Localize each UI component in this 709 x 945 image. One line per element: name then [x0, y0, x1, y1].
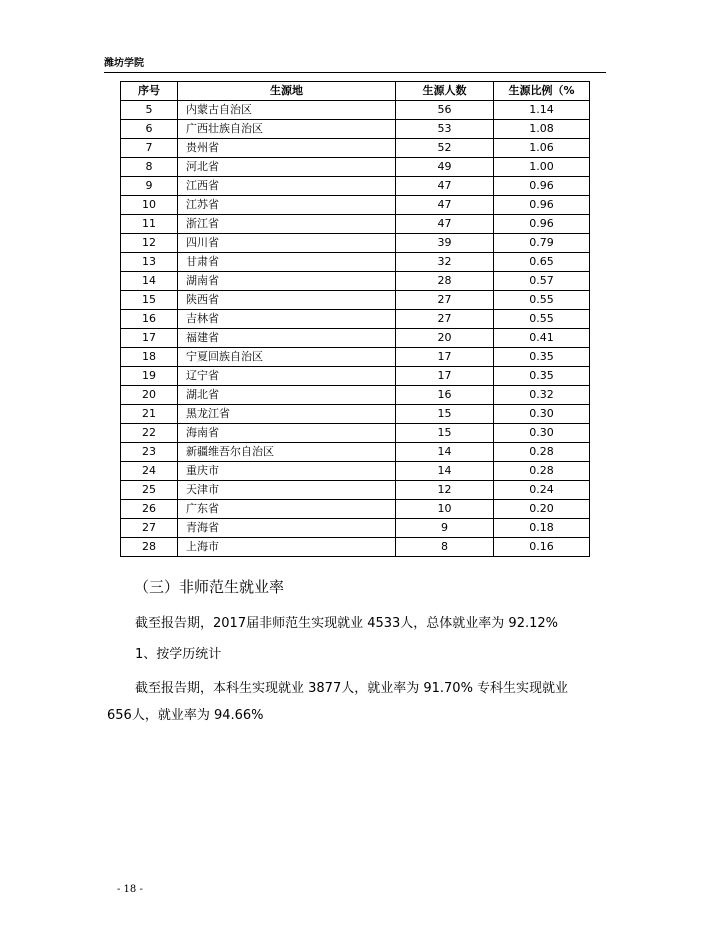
cell-index: 13: [121, 253, 178, 272]
cell-ratio: 0.96: [494, 215, 590, 234]
column-header-count: 生源人数: [396, 82, 494, 101]
cell-ratio: 1.00: [494, 158, 590, 177]
cell-region: 内蒙古自治区: [178, 101, 396, 120]
table-row: [121, 481, 590, 500]
cell-count: 16: [396, 386, 494, 405]
cell-ratio: 0.55: [494, 291, 590, 310]
section-title: （三）非师范生就业率: [134, 578, 285, 596]
cell-region: 浙江省: [178, 215, 396, 234]
cell-ratio: 0.35: [494, 367, 590, 386]
cell-region: 甘肃省: [178, 253, 396, 272]
cell-ratio: 0.18: [494, 519, 590, 538]
cell-ratio: 0.30: [494, 405, 590, 424]
page-header: [104, 54, 606, 73]
cell-region: 江苏省: [178, 196, 396, 215]
cell-region: 江西省: [178, 177, 396, 196]
cell-index: 6: [121, 120, 178, 139]
cell-ratio: 0.55: [494, 310, 590, 329]
cell-count: 14: [396, 443, 494, 462]
table-row: [121, 462, 590, 481]
cell-count: 20: [396, 329, 494, 348]
cell-count: 47: [396, 177, 494, 196]
cell-count: 27: [396, 291, 494, 310]
cell-region: 广西壮族自治区: [178, 120, 396, 139]
cell-index: 7: [121, 139, 178, 158]
cell-ratio: 0.35: [494, 348, 590, 367]
cell-ratio: 0.41: [494, 329, 590, 348]
cell-index: 19: [121, 367, 178, 386]
table-row: [121, 120, 590, 139]
cell-region: 湖北省: [178, 386, 396, 405]
cell-index: 20: [121, 386, 178, 405]
cell-region: 重庆市: [178, 462, 396, 481]
cell-ratio: 1.06: [494, 139, 590, 158]
cell-region: 广东省: [178, 500, 396, 519]
cell-region: 贵州省: [178, 139, 396, 158]
cell-index: 8: [121, 158, 178, 177]
table-row: [121, 310, 590, 329]
cell-region: 陕西省: [178, 291, 396, 310]
cell-count: 15: [396, 424, 494, 443]
cell-count: 27: [396, 310, 494, 329]
cell-index: 17: [121, 329, 178, 348]
cell-ratio: 0.28: [494, 443, 590, 462]
column-header-region: 生源地: [178, 82, 396, 101]
table-row: [121, 253, 590, 272]
cell-count: 56: [396, 101, 494, 120]
table-row: [121, 500, 590, 519]
table-row: [121, 139, 590, 158]
cell-index: 11: [121, 215, 178, 234]
column-header-index: 序号: [121, 82, 178, 101]
cell-count: 52: [396, 139, 494, 158]
cell-ratio: 0.57: [494, 272, 590, 291]
cell-index: 25: [121, 481, 178, 500]
cell-ratio: 0.30: [494, 424, 590, 443]
cell-index: 28: [121, 538, 178, 557]
cell-ratio: 0.28: [494, 462, 590, 481]
cell-ratio: 1.08: [494, 120, 590, 139]
table-row: [121, 177, 590, 196]
cell-region: 四川省: [178, 234, 396, 253]
table-row: [121, 443, 590, 462]
page-number: - 18 -: [117, 884, 143, 895]
cell-count: 49: [396, 158, 494, 177]
subheading-by-degree: 1、按学历统计: [135, 647, 222, 662]
cell-count: 17: [396, 348, 494, 367]
cell-region: 上海市: [178, 538, 396, 557]
cell-count: 17: [396, 367, 494, 386]
cell-region: 黑龙江省: [178, 405, 396, 424]
cell-region: 吉林省: [178, 310, 396, 329]
cell-ratio: 0.96: [494, 177, 590, 196]
cell-index: 5: [121, 101, 178, 120]
cell-region: 福建省: [178, 329, 396, 348]
table-row: [121, 234, 590, 253]
table-row: [121, 424, 590, 443]
table-header-row: [121, 82, 590, 101]
cell-ratio: 0.16: [494, 538, 590, 557]
cell-count: 39: [396, 234, 494, 253]
table-row: [121, 386, 590, 405]
paragraph-degree-employment: 截至报告期，本科生实现就业 3877人，就业率为 91.70% 专科生实现就业: [135, 681, 569, 696]
cell-index: 22: [121, 424, 178, 443]
header-title: 潍坊学院: [104, 58, 144, 69]
table-row: [121, 291, 590, 310]
table-row: [121, 272, 590, 291]
paragraph-degree-employment-cont: 656人，就业率为 94.66%: [107, 708, 264, 723]
cell-index: 9: [121, 177, 178, 196]
cell-region: 河北省: [178, 158, 396, 177]
table-row: [121, 348, 590, 367]
table-row: [121, 196, 590, 215]
table-row: [121, 538, 590, 557]
table-row: [121, 101, 590, 120]
cell-count: 9: [396, 519, 494, 538]
source-region-table: [120, 81, 590, 557]
cell-index: 21: [121, 405, 178, 424]
table-row: [121, 519, 590, 538]
cell-ratio: 1.14: [494, 101, 590, 120]
cell-region: 天津市: [178, 481, 396, 500]
cell-count: 47: [396, 196, 494, 215]
cell-count: 28: [396, 272, 494, 291]
cell-ratio: 0.65: [494, 253, 590, 272]
cell-index: 27: [121, 519, 178, 538]
cell-count: 10: [396, 500, 494, 519]
cell-index: 14: [121, 272, 178, 291]
cell-index: 12: [121, 234, 178, 253]
cell-ratio: 0.20: [494, 500, 590, 519]
table-row: [121, 158, 590, 177]
cell-count: 8: [396, 538, 494, 557]
cell-count: 32: [396, 253, 494, 272]
cell-ratio: 0.32: [494, 386, 590, 405]
cell-index: 15: [121, 291, 178, 310]
cell-ratio: 0.24: [494, 481, 590, 500]
cell-count: 14: [396, 462, 494, 481]
cell-count: 12: [396, 481, 494, 500]
table-row: [121, 215, 590, 234]
cell-region: 青海省: [178, 519, 396, 538]
paragraph-overall-employment: 截至报告期，2017届非师范生实现就业 4533人，总体就业率为 92.12%: [135, 616, 559, 631]
cell-index: 18: [121, 348, 178, 367]
cell-index: 10: [121, 196, 178, 215]
cell-index: 26: [121, 500, 178, 519]
cell-count: 15: [396, 405, 494, 424]
cell-region: 新疆维吾尔自治区: [178, 443, 396, 462]
cell-region: 辽宁省: [178, 367, 396, 386]
cell-region: 海南省: [178, 424, 396, 443]
cell-ratio: 0.96: [494, 196, 590, 215]
cell-index: 16: [121, 310, 178, 329]
table-row: [121, 367, 590, 386]
cell-ratio: 0.79: [494, 234, 590, 253]
cell-region: 宁夏回族自治区: [178, 348, 396, 367]
cell-index: 23: [121, 443, 178, 462]
cell-index: 24: [121, 462, 178, 481]
column-header-ratio: 生源比例（%: [494, 82, 590, 101]
table-row: [121, 329, 590, 348]
cell-region: 湖南省: [178, 272, 396, 291]
cell-count: 53: [396, 120, 494, 139]
table-row: [121, 405, 590, 424]
cell-count: 47: [396, 215, 494, 234]
